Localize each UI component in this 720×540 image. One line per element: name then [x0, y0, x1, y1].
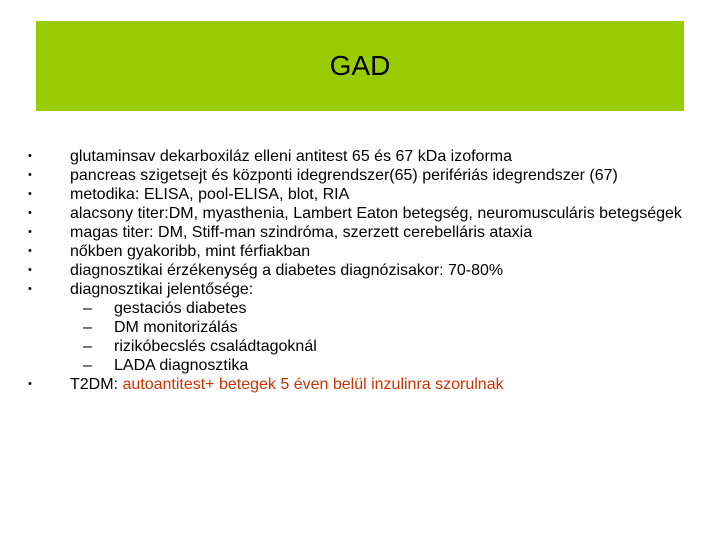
bullet-icon: •: [28, 207, 32, 219]
list-item-text: diagnosztikai jelentősége:: [70, 281, 254, 298]
bullet-icon: •: [28, 264, 32, 276]
list-item-text: nőkben gyakoribb, mint férfiakban: [70, 243, 311, 260]
bullet-icon: •: [28, 226, 32, 238]
sub-list-item-text: DM monitorizálás: [114, 319, 238, 336]
sub-list: [70, 299, 688, 375]
sub-list-item: [69, 318, 688, 337]
list-item-text: pancreas szigetsejt és központi idegrendszer(65) perifériás idegrendszer (67): [70, 167, 618, 184]
list-item-text: glutaminsav dekarboxiláz elleni antitest 65 és 67 kDa izoforma: [70, 148, 513, 165]
bullet-icon: •: [28, 150, 32, 162]
bullet-icon: •: [28, 245, 32, 257]
list-item-text: alacsony titer:DM, myasthenia, Lambert Eaton betegség, neuromusculáris betegségek: [70, 205, 682, 222]
list-item: [28, 375, 688, 394]
bullet-icon: •: [28, 283, 32, 295]
dash-icon: –: [83, 357, 92, 374]
list-item: [28, 223, 688, 242]
dash-icon: –: [83, 338, 92, 355]
sub-list-item: [69, 299, 688, 318]
list-item: [28, 166, 688, 185]
list-item-prefix: T2DM:: [70, 376, 123, 393]
sub-list-item: [69, 337, 688, 356]
bullet-icon: •: [28, 188, 32, 200]
bullet-icon: •: [28, 378, 32, 390]
bullet-list: [28, 147, 688, 394]
slide-title: GAD: [329, 50, 391, 81]
title-bar: [36, 21, 684, 111]
dash-icon: –: [83, 319, 92, 336]
list-item-text: metodika: ELISA, pool-ELISA, blot, RIA: [70, 186, 350, 203]
list-item: [28, 242, 688, 261]
list-item: [28, 280, 688, 375]
list-item: [28, 147, 688, 166]
sub-list-item-text: rizikóbecslés családtagoknál: [114, 338, 317, 355]
list-item: [28, 185, 688, 204]
sub-list-item: [69, 356, 688, 375]
list-item-text: magas titer: DM, Stiff-man szindróma, szerzett cerebelláris ataxia: [70, 224, 533, 241]
list-item-text: diagnosztikai érzékenység a diabetes diagnózisakor: 70-80%: [70, 262, 504, 279]
list-item: [28, 204, 688, 223]
bullet-icon: •: [28, 169, 32, 181]
sub-list-item-text: LADA diagnosztika: [114, 357, 249, 374]
list-item: [28, 261, 688, 280]
dash-icon: –: [83, 300, 92, 317]
sub-list-item-text: gestaciós diabetes: [114, 300, 247, 317]
highlight-text: autoantitest+ betegek 5 éven belül inzulinra szorulnak: [122, 376, 504, 393]
